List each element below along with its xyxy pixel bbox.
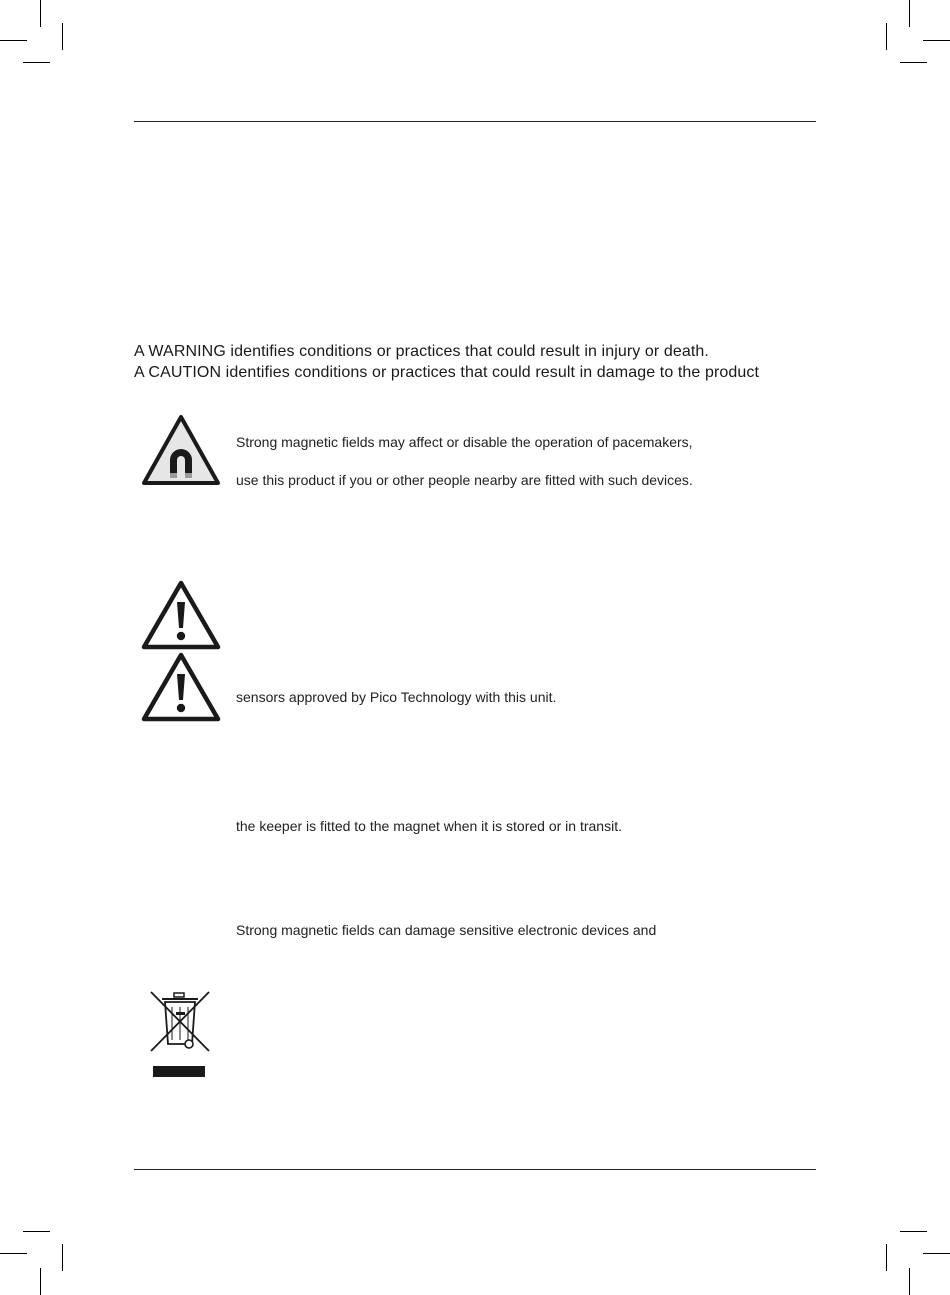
crop-mark	[23, 62, 50, 63]
exclamation-warning-icon	[141, 652, 221, 722]
crop-mark	[23, 1231, 50, 1232]
electronics-caution-line-1: Strong magnetic fields can damage sensitive electronic devices and	[236, 922, 657, 938]
crop-mark	[886, 23, 887, 50]
crop-mark	[923, 1253, 950, 1254]
crop-mark	[0, 1253, 27, 1254]
header-rule	[134, 121, 816, 122]
crop-mark	[900, 62, 927, 63]
magnet-warning-line-1: Strong magnetic fields may affect or disable the operation of pacemakers,	[236, 434, 693, 450]
crop-mark	[0, 40, 27, 41]
footer-rule	[134, 1169, 816, 1170]
keeper-note-line-1: the keeper is fitted to the magnet when it is stored or in transit.	[236, 818, 622, 834]
crop-mark	[923, 40, 950, 41]
crop-mark	[909, 0, 910, 27]
crop-mark	[40, 0, 41, 27]
crop-mark	[886, 1244, 887, 1271]
crop-mark	[62, 23, 63, 50]
crop-mark	[62, 1244, 63, 1271]
general-warning-line-1: sensors approved by Pico Technology with this unit.	[236, 689, 557, 705]
warning-definition: A WARNING identifies conditions or practices that could result in injury or death.	[134, 343, 709, 360]
caution-definition: A CAUTION identifies conditions or practices that could result in damage to the product	[134, 364, 760, 381]
weee-crossed-bin-icon	[148, 990, 212, 1080]
exclamation-warning-icon	[141, 580, 221, 650]
crop-mark	[40, 1268, 41, 1295]
magnet-warning-line-2: use this product if you or other people nearby are fitted with such devices.	[236, 472, 693, 488]
crop-mark	[909, 1268, 910, 1295]
crop-mark	[900, 1231, 927, 1232]
magnet-warning-icon	[141, 414, 221, 486]
